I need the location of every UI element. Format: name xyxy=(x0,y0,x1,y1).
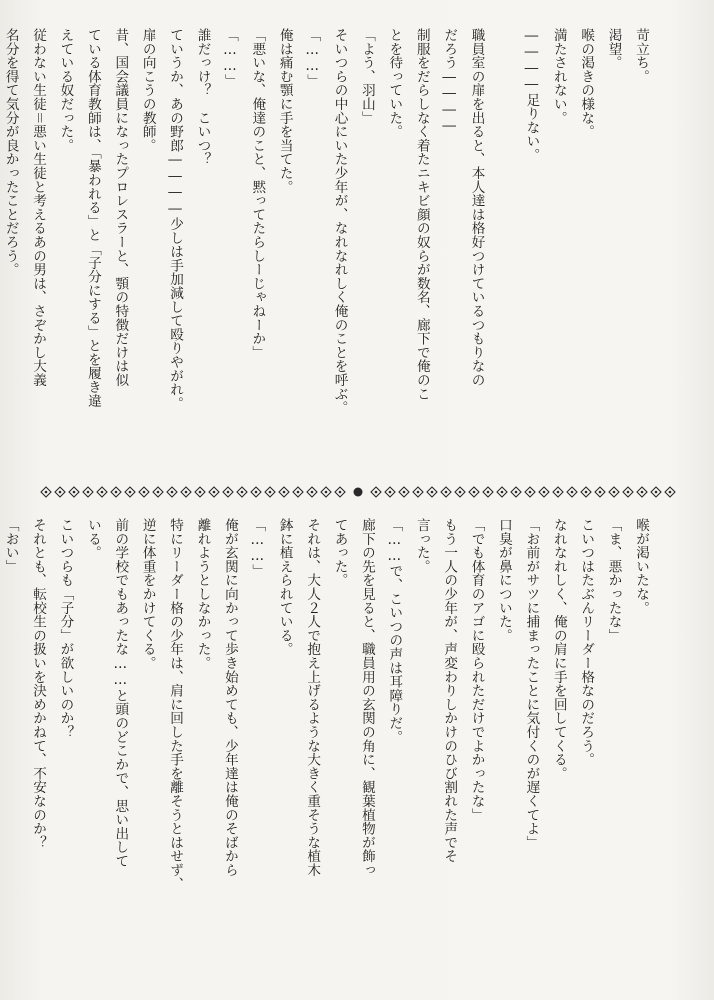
text-line: 扉の向こうの教師。 xyxy=(139,28,156,153)
ornament-diamond-icon xyxy=(195,487,205,497)
text-line: 「……」 xyxy=(304,28,321,88)
ornament-diamond-icon xyxy=(553,487,563,497)
ornament-diamond-icon xyxy=(335,487,345,497)
ornament-diamond-icon xyxy=(55,487,65,497)
ornament-diamond-icon xyxy=(483,487,493,497)
ornament-diamond-icon xyxy=(539,487,549,497)
text-line: 「ま、悪かったな」 xyxy=(605,518,622,643)
text-line: 俺は痛む顎に手を当てた。 xyxy=(276,28,293,194)
text-line: 喉が渇いたな。 xyxy=(633,518,649,615)
text-line: てあった。 xyxy=(331,518,348,587)
ornament-diamond-icon xyxy=(153,487,163,497)
text-line: ――――足りない。 xyxy=(523,28,540,162)
ornament-diamond-icon xyxy=(511,487,521,497)
text-section-bottom xyxy=(0,518,654,970)
ornament-diamond-icon xyxy=(455,487,465,497)
ornament-diamond-icon xyxy=(385,487,395,497)
ornament-diamond-icon xyxy=(651,487,661,497)
ornament-divider-icon xyxy=(38,485,678,499)
text-line: それとも、転校生の扱いを決めかねて、不安なのか？ xyxy=(30,518,47,850)
ornament-diamond-icon xyxy=(525,487,535,497)
text-line: えている奴だった。 xyxy=(57,28,74,153)
text-line: 従わない生徒＝悪い生徒と考えるあの男は、さぞかし大義 xyxy=(30,28,47,387)
text-line: 制服をだらしなく着たニキビ顔の奴らが数名、廊下で俺のこ xyxy=(413,28,430,401)
text-line: ている体育教師は、「暴われる」と「子分にする」とを履き違 xyxy=(84,28,101,408)
text-line xyxy=(490,28,517,468)
ornament-diamond-icon xyxy=(181,487,191,497)
ornament-diamond-icon xyxy=(595,487,605,497)
text-line: 廊下の先を見ると、職員用の玄関の角に、観葉植物が飾っ xyxy=(358,518,375,877)
text-line: 職員室の扉を出ると、本人達は格好つけているつもりなの xyxy=(468,28,485,387)
ornament-diamond-icon xyxy=(441,487,451,497)
text-line: こいつらも「子分」が欲しいのか？ xyxy=(57,518,74,739)
text-line: 「おい」 xyxy=(2,518,19,574)
ornament-diamond-icon xyxy=(167,487,177,497)
ornament-diamond-icon xyxy=(139,487,149,497)
text-line: 「お前がサツに捕まったことに気付くのが遅くてよ」 xyxy=(523,518,540,850)
text-line: 前の学校でもあったな……と頭のどこかで、思い出して xyxy=(112,518,129,868)
text-line: とを待っていた。 xyxy=(386,28,403,139)
text-line: そいつらの中心にいた少年が、なれなれしく俺のことを呼ぶ。 xyxy=(331,28,348,415)
text-line: 喉の渇きの様な。 xyxy=(578,28,595,139)
ornament-diamond-icon xyxy=(223,487,233,497)
text-line: 苛立ち。 xyxy=(633,28,649,84)
ornament-diamond-icon xyxy=(237,487,247,497)
text-line: だろう―――― xyxy=(441,28,458,135)
ornament-diamond-icon xyxy=(97,487,107,497)
ornament-diamond-icon xyxy=(125,487,135,497)
text-line: 渇望。 xyxy=(605,28,622,70)
text-section-top xyxy=(0,28,654,468)
text-line: 満たされない。 xyxy=(550,28,567,125)
text-line: いる。 xyxy=(84,518,101,560)
ornament-diamond-icon xyxy=(251,487,261,497)
ornament-diamond-icon xyxy=(209,487,219,497)
ornament-diamond-icon xyxy=(41,487,51,497)
text-line: なれなれしく、俺の肩に手を回してくる。 xyxy=(550,518,567,781)
ornament-diamond-icon xyxy=(279,487,289,497)
ornament-diamond-icon xyxy=(69,487,79,497)
ornament-diamond-icon xyxy=(581,487,591,497)
ornament-diamond-icon xyxy=(83,487,93,497)
ornament-diamond-icon xyxy=(567,487,577,497)
ornament-diamond-icon xyxy=(321,487,331,497)
text-line: 昔、国会議員になったプロレスラーと、顎の特徴だけは似 xyxy=(112,28,129,387)
text-line: 「……」 xyxy=(249,518,266,578)
text-line: 名分を得て気分が良かったことだろう。 xyxy=(2,28,19,277)
text-line: 逆に体重をかけてくる。 xyxy=(139,518,156,670)
text-line: 「でも体育のアゴに殴られただけでよかったな」 xyxy=(468,518,485,822)
ornament-diamond-icon xyxy=(637,487,647,497)
text-line: 「よう、羽山」 xyxy=(358,28,375,125)
text-line: 特にリーダー格の少年は、肩に回した手を離そうとはせず、 xyxy=(167,518,184,891)
ornament-diamond-icon xyxy=(111,487,121,497)
text-line: 「……で、こいつの声は耳障りだ。 xyxy=(386,518,403,744)
text-line: 口臭が鼻についた。 xyxy=(495,518,512,643)
text-line: 言った。 xyxy=(413,518,430,574)
ornament-diamond-icon xyxy=(497,487,507,497)
text-line: 離れようとしなかった。 xyxy=(194,518,211,670)
text-line: 誰だっけ？ こいつ？ xyxy=(194,28,211,166)
section-divider xyxy=(38,485,678,499)
ornament-diamond-icon xyxy=(469,487,479,497)
text-line: 「悪いな、俺達のこと、黙ってたらしーじゃねーか」 xyxy=(249,28,266,360)
ornament-diamond-icon xyxy=(371,487,381,497)
ornament-diamond-icon xyxy=(399,487,409,497)
text-line: もう一人の少年が、声変わりしかけのひび割れた声でそ xyxy=(441,518,458,863)
ornament-diamond-icon xyxy=(413,487,423,497)
ornament-diamond-icon xyxy=(265,487,275,497)
text-line: 鉢に植えられている。 xyxy=(276,518,293,656)
ornament-diamond-icon xyxy=(623,487,633,497)
text-line: こいつはたぶんリーダー格なのだろう。 xyxy=(578,518,595,767)
ornament-center-dot-icon xyxy=(354,488,363,497)
ornament-diamond-icon xyxy=(427,487,437,497)
text-line: ていうか、あの野郎――――少しは手加減して殴りやがれ。 xyxy=(167,28,184,411)
ornament-diamond-icon xyxy=(307,487,317,497)
text-line: それは、大人２人で抱え上げるような大きく重そうな植木 xyxy=(304,518,321,877)
ornament-diamond-icon xyxy=(609,487,619,497)
ornament-diamond-icon xyxy=(293,487,303,497)
ornament-diamond-icon xyxy=(665,487,675,497)
text-line: 「……」 xyxy=(221,28,238,88)
text-line: 俺が玄関に向かって歩き始めても、少年達は俺のそばから xyxy=(221,518,238,877)
